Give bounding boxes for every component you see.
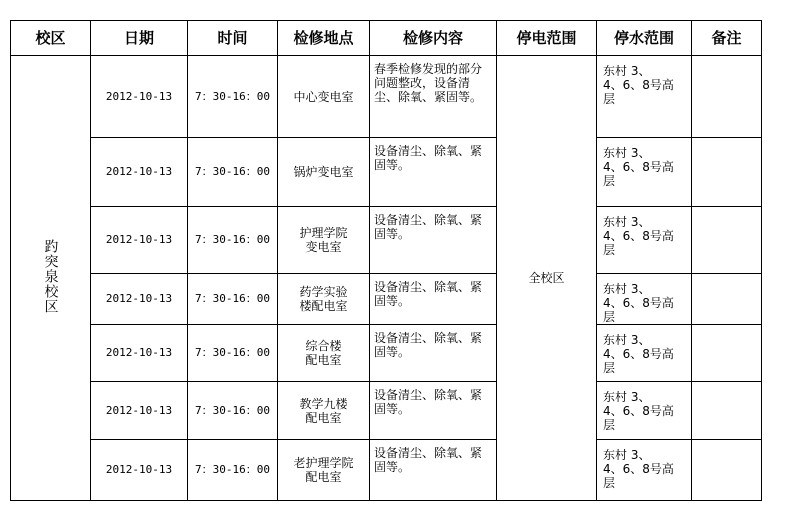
maintenance-schedule-table (10, 20, 762, 501)
date-cell: 2012-10-13 (91, 138, 188, 207)
header-content: 检修内容 (370, 21, 497, 56)
location-cell: 综合楼 配电室 (278, 325, 370, 382)
table-row (11, 56, 762, 138)
remark-cell (692, 440, 762, 501)
time-cell: 7：30-16：00 (188, 138, 278, 207)
time-cell: 7：30-16：00 (188, 56, 278, 138)
time-cell: 7：30-16：00 (188, 440, 278, 501)
remark-cell (692, 207, 762, 274)
location-cell: 教学九楼 配电室 (278, 382, 370, 440)
water-scope-cell: 东村 3、 4、6、8号高 层 (597, 138, 692, 207)
water-scope-cell: 东村 3、 4、6、8号高 层 (597, 274, 692, 325)
content-cell: 设备清尘、除氧、紧固等。 (370, 440, 497, 501)
time-cell: 7：30-16：00 (188, 274, 278, 325)
header-power-scope: 停电范围 (497, 21, 597, 56)
table-row (11, 440, 762, 501)
time-cell: 7：30-16：00 (188, 382, 278, 440)
power-scope-cell: 全校区 (497, 56, 597, 501)
maintenance-schedule-sheet (10, 20, 762, 501)
campus-cell (11, 56, 91, 501)
table-row (11, 325, 762, 382)
time-cell: 7：30-16：00 (188, 325, 278, 382)
table-row (11, 138, 762, 207)
water-scope-cell: 东村 3、 4、6、8号高 层 (597, 56, 692, 138)
water-scope-cell: 东村 3、 4、6、8号高 层 (597, 440, 692, 501)
content-cell: 设备清尘、除氧、紧固等。 (370, 382, 497, 440)
header-remarks: 备注 (692, 21, 762, 56)
content-cell: 设备清尘、除氧、紧固等。 (370, 207, 497, 274)
time-cell: 7：30-16：00 (188, 207, 278, 274)
location-cell: 药学实验 楼配电室 (278, 274, 370, 325)
location-cell: 中心变电室 (278, 56, 370, 138)
water-scope-cell: 东村 3、 4、6、8号高 层 (597, 325, 692, 382)
content-cell: 设备清尘、除氧、紧固等。 (370, 325, 497, 382)
remark-cell (692, 325, 762, 382)
header-location: 检修地点 (278, 21, 370, 56)
content-cell: 春季检修发现的部分问题整改，设备清尘、除氧、紧固等。 (370, 56, 497, 138)
remark-cell (692, 382, 762, 440)
date-cell: 2012-10-13 (91, 56, 188, 138)
header-row (11, 21, 762, 56)
header-campus: 校区 (11, 21, 91, 56)
water-scope-cell: 东村 3、 4、6、8号高 层 (597, 382, 692, 440)
content-cell: 设备清尘、除氧、紧固等。 (370, 138, 497, 207)
remark-cell (692, 274, 762, 325)
remark-cell (692, 138, 762, 207)
location-cell: 护理学院 变电室 (278, 207, 370, 274)
date-cell: 2012-10-13 (91, 274, 188, 325)
water-scope-cell: 东村 3、 4、6、8号高 层 (597, 207, 692, 274)
date-cell: 2012-10-13 (91, 325, 188, 382)
header-time: 时间 (188, 21, 278, 56)
table-row (11, 207, 762, 274)
date-cell: 2012-10-13 (91, 382, 188, 440)
table-row (11, 382, 762, 440)
remark-cell (692, 56, 762, 138)
location-cell: 老护理学院 配电室 (278, 440, 370, 501)
content-cell: 设备清尘、除氧、紧固等。 (370, 274, 497, 325)
date-cell: 2012-10-13 (91, 440, 188, 501)
date-cell: 2012-10-13 (91, 207, 188, 274)
header-date: 日期 (91, 21, 188, 56)
location-cell: 锅炉变电室 (278, 138, 370, 207)
header-water-scope: 停水范围 (597, 21, 692, 56)
campus-name: 趵突泉校区 (42, 239, 59, 314)
table-row (11, 274, 762, 325)
